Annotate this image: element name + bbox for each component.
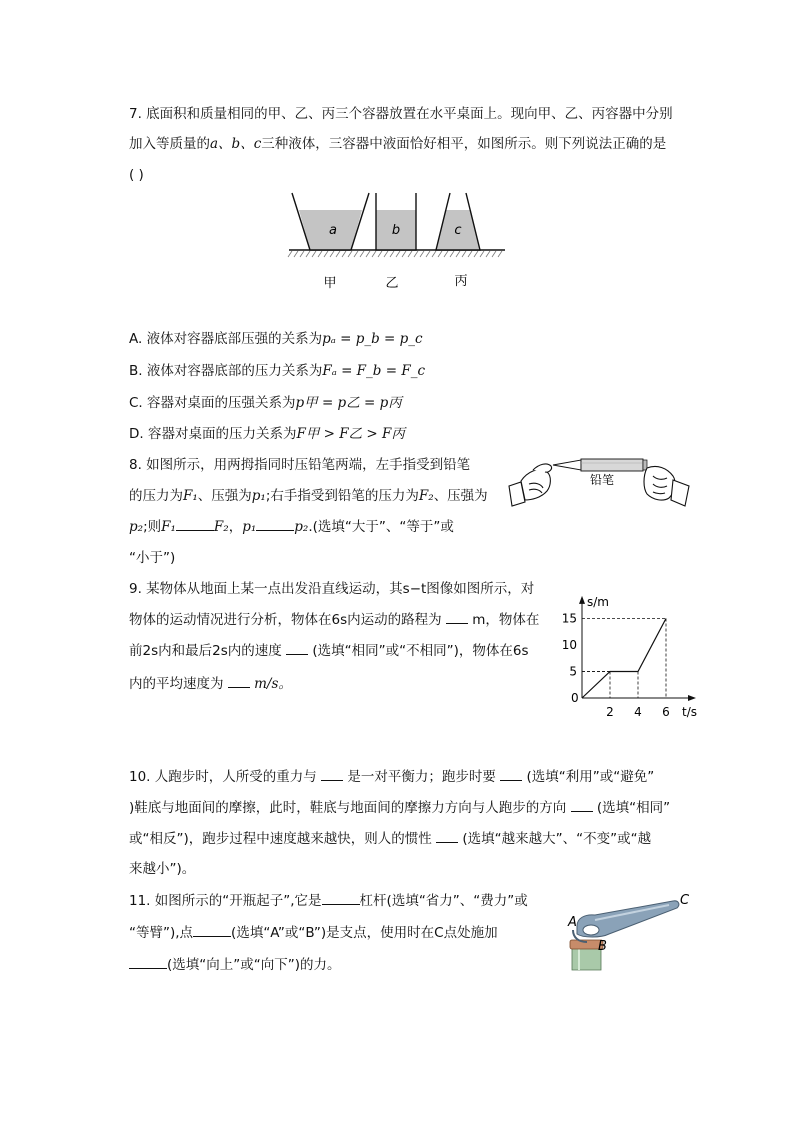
pencil-label: 铅笔 [589,473,615,487]
q8-line2 [129,486,488,506]
q11-l2-a: “等臂”),点 [129,925,194,941]
q7-option-a-math: pₐ = p_b = p_c [322,331,423,347]
q9-l3-b: (选填“相同”或“不相同”)，物体在6s [312,643,529,659]
q10-line3 [129,829,651,849]
q7-option-b [129,361,425,381]
q10-line1 [129,767,654,787]
q10-l2-a: )鞋底与地面间的摩擦，此时，鞋底与地面间的摩擦力方向与人跑步的方向 [129,800,567,816]
y-tick-label: 15 [561,611,577,626]
label-A: A [568,915,577,930]
q8-line4: “小于”) [129,550,176,566]
origin-label: 0 [571,691,579,705]
q8-l2-a: 的压力为 [129,488,183,504]
q9-l3-a: 前2s内和最后2s内的速度 [129,643,282,659]
q9-st-chart [560,580,700,720]
q9-line4 [129,674,292,694]
series-line [582,619,666,699]
q7-line1: 7. 底面积和质量相同的甲、乙、丙三个容器放置在水平桌面上。现向甲、乙、丙容器中分别 [129,106,673,122]
q10-l3-b: (选填“越来越大”、“不变”或“越 [462,831,652,847]
name-jia: 甲 [323,276,337,291]
y-axis-arrow [579,596,585,604]
q7-option-d-text: D. 容器对桌面的压力关系为 [129,426,297,442]
name-bing: 丙 [454,274,468,289]
q9-blank-3[interactable] [228,675,250,688]
q9-l4-a: 内的平均速度为 [129,676,224,692]
q10-line4: 来越小”)。 [129,861,196,877]
q11-l2-b: (选填“A”或“B”)是支点，使用时在C点处施加 [231,925,498,941]
x-tick-label: 4 [634,705,642,719]
q11-l1-a: 11. 如图所示的“开瓶起子”,它是 [129,893,322,909]
q9-l4-b: m/s。 [254,676,292,692]
q7-option-c [129,393,402,413]
q10-blank-1[interactable] [321,768,343,781]
q8-l2-e: ;右手指受到铅笔的压力为 [265,488,419,504]
q10-l3-a: 或“相反”)，跑步过程中速度越来越快，则人的惯性 [129,831,432,847]
opener-icon [573,901,679,942]
label-a: a [329,223,337,238]
q8-l3-p2b: p₂ [294,519,309,535]
q8-blank-1[interactable] [176,518,214,531]
x-axis-label: t/s [682,705,697,719]
q11-bottle-opener-figure [565,890,695,972]
q8-line1: 8. 如图所示，用两拇指同时压铅笔两端，左手指受到铅笔 [129,457,471,473]
q10-blank-3[interactable] [571,799,593,812]
q8-l3-p2: p₂ [129,519,144,535]
q10-l1-c: (选填“利用”或“避免” [526,769,655,785]
q7-line2-a: 加入等质量的 [129,136,210,152]
q7-option-d-math: F甲 > F乙 > F丙 [296,426,405,442]
label-C: C [680,893,690,908]
q8-blank-2[interactable] [256,518,294,531]
left-hand-icon [509,464,552,506]
q11-l1-b: 杠杆(选填“省力”、“费力”或 [359,893,528,909]
q10-l2-b: (选填“相同” [596,800,671,816]
q8-pencil-figure [507,456,693,514]
x-tick-label: 6 [662,705,670,719]
q8-l2-g: 、压强为 [433,488,488,504]
right-hand-icon [644,466,689,506]
name-yi: 乙 [385,276,399,291]
q10-blank-2[interactable] [500,768,522,781]
q8-l3-F2: F₂ [213,519,229,535]
q10-l1-a: 10. 人跑步时，人所受的重力与 [129,769,317,785]
q9-line1: 9. 某物体从地面上某一点出发沿直线运动，其s−t图像如图所示，对 [129,581,535,597]
q8-l3-e: ， [228,519,243,535]
label-B: B [598,939,607,954]
q10-blank-4[interactable] [436,830,458,843]
q8-l2-c: 、压强为 [197,488,252,504]
q11-line3 [129,955,341,975]
q8-l2-F1: F₁ [183,488,198,504]
q11-l3: (选填“向上”或“向下”)的力。 [167,957,341,973]
q11-line2 [129,923,498,943]
y-axis-label: s/m [587,594,609,609]
q9-l2-b: m，物体在 [472,612,540,628]
q7-line2-c: 三种液体，三容器中液面恰好相平，如图所示。则下列说法正确的是 [261,136,667,152]
q7-option-a-text: A. 液体对容器底部压强的关系为 [129,331,323,347]
q10-line2 [129,798,670,818]
q7-line2 [129,134,666,154]
y-tick-label: 5 [569,664,577,679]
q9-line2 [129,610,539,630]
q7-option-b-math: Fₐ = F_b = F_c [322,363,426,379]
pencil-icon [553,459,647,471]
q8-l3-h: .(选填“大于”、“等于”或 [308,519,454,535]
q9-blank-2[interactable] [286,642,308,655]
y-tick-label: 10 [561,638,577,652]
q7-option-c-math: p甲 = p乙 = p丙 [295,395,402,411]
q8-l2-p1: p₁ [251,488,266,504]
q8-l3-b: ;则 [143,519,162,535]
q7-option-c-text: C. 容器对桌面的压强关系为 [129,395,296,411]
q9-line3 [129,641,528,661]
x-tick-label: 2 [606,705,614,719]
q10-l1-b: 是一对平衡力；跑步时要 [347,769,496,785]
q11-blank-1[interactable] [322,892,360,905]
q8-l3-F1: F₁ [161,519,176,535]
q7-containers-figure [286,190,508,294]
q7-line2-vars: a、b、c [210,136,262,152]
q8-line3 [129,517,454,537]
q9-blank-1[interactable] [446,611,468,624]
q11-blank-2[interactable] [193,924,231,937]
q8-l3-p1: p₁ [242,519,257,535]
q7-option-d [129,424,405,444]
q9-l2-a: 物体的运动情况进行分析，物体在6s内运动的路程为 [129,612,442,628]
x-axis-arrow [688,695,696,701]
q7-paren: ( ) [129,167,144,183]
q7-option-b-text: B. 液体对容器底部的压力关系为 [129,363,323,379]
label-c: c [454,223,462,238]
label-b: b [391,223,401,238]
q7-option-a [129,329,423,349]
q8-l2-F2: F₂ [418,488,434,504]
q11-line1 [129,891,528,911]
q11-blank-3[interactable] [129,956,167,969]
